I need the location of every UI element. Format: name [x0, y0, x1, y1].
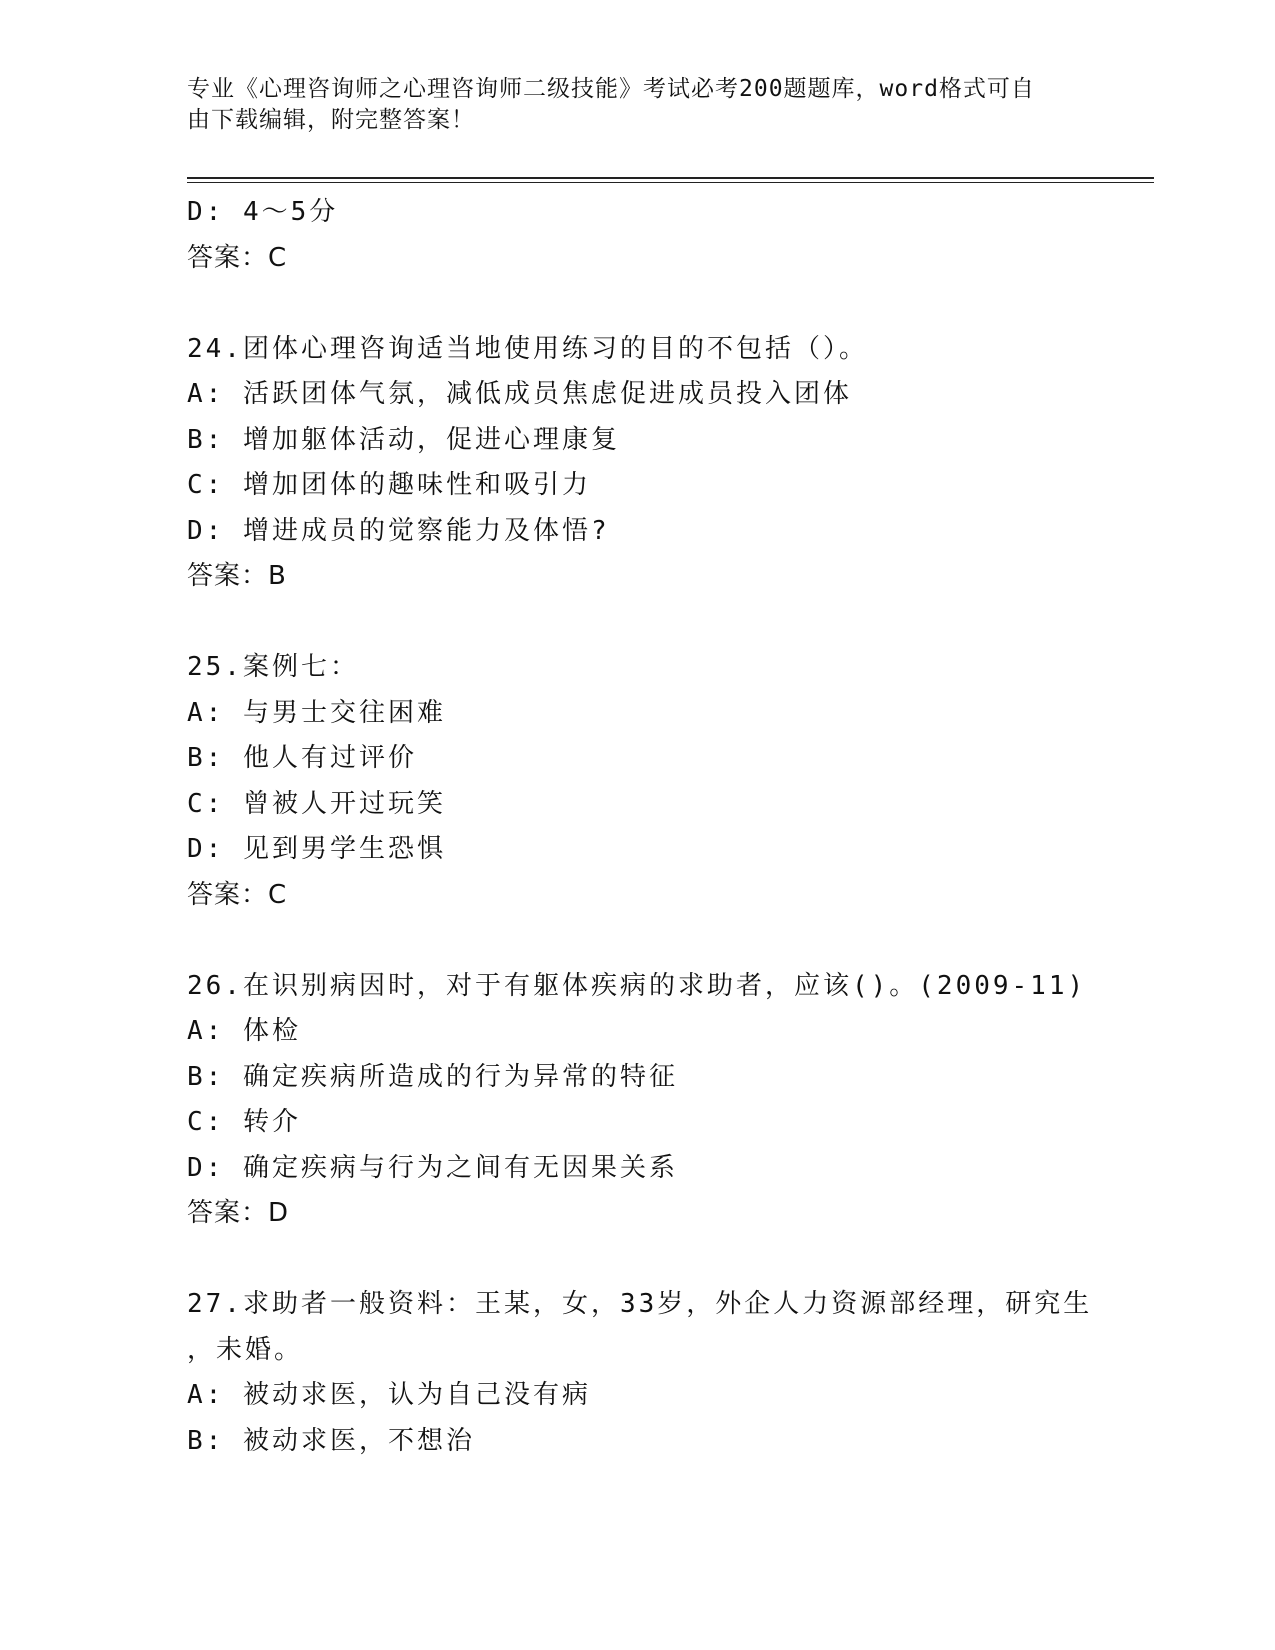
option-d: D: 见到男学生恐惧 [187, 834, 446, 864]
question-stem: 24.团体心理咨询适当地使用练习的目的不包括（）。 [187, 333, 868, 364]
header-rule-thin [187, 182, 1154, 183]
question-24 [187, 327, 1087, 600]
header-line-1: 专业《心理咨询师之心理咨询师二级技能》考试必考200题题库，word格式可自 [187, 76, 1035, 102]
header-line-2: 由下载编辑，附完整答案！ [187, 107, 475, 133]
option-c: C: 转介 [187, 1107, 301, 1137]
option-b: B: 确定疾病所造成的行为异常的特征 [187, 1061, 678, 1092]
question-stem: 25.案例七： [187, 652, 359, 682]
option-a: A: 被动求医，认为自己没有病 [187, 1380, 591, 1410]
question-27 [187, 1282, 1093, 1464]
option-b: B: 增加躯体活动，促进心理康复 [187, 424, 620, 455]
option-b: B: 被动求医，不想治 [187, 1425, 475, 1456]
answer: 答案：D [187, 1198, 290, 1228]
option-c: C: 增加团体的趣味性和吸引力 [187, 470, 591, 500]
question-stem: 27.求助者一般资料：王某，女，33岁，外企人力资源部经理，研究生 [187, 1289, 1093, 1319]
question-stem: 26.在识别病因时，对于有躯体疾病的求助者，应该()。(2009-11) [187, 970, 1087, 1001]
option-d: D: 确定疾病与行为之间有无因果关系 [187, 1152, 678, 1183]
answer: 答案：C [187, 879, 288, 910]
option-a: A: 体检 [187, 1016, 301, 1046]
question-26 [187, 964, 1087, 1237]
document-header [187, 74, 1077, 136]
answer: 答案：B [187, 561, 287, 591]
document-body [187, 190, 1093, 1464]
question-25 [187, 645, 1087, 918]
option-b: B: 他人有过评价 [187, 743, 417, 773]
option-d: D: 增进成员的觉察能力及体悟? [187, 515, 610, 546]
answer: 答案：C [187, 242, 288, 273]
header-rule-thick [187, 177, 1154, 179]
question-stem-continuation: ，未婚。 [187, 1334, 304, 1365]
option-c: C: 曾被人开过玩笑 [187, 788, 446, 819]
option-d: D: 4～5分 [187, 197, 339, 227]
option-a: A: 活跃团体气氛，减低成员焦虑促进成员投入团体 [187, 379, 852, 409]
option-a: A: 与男士交往困难 [187, 697, 446, 728]
